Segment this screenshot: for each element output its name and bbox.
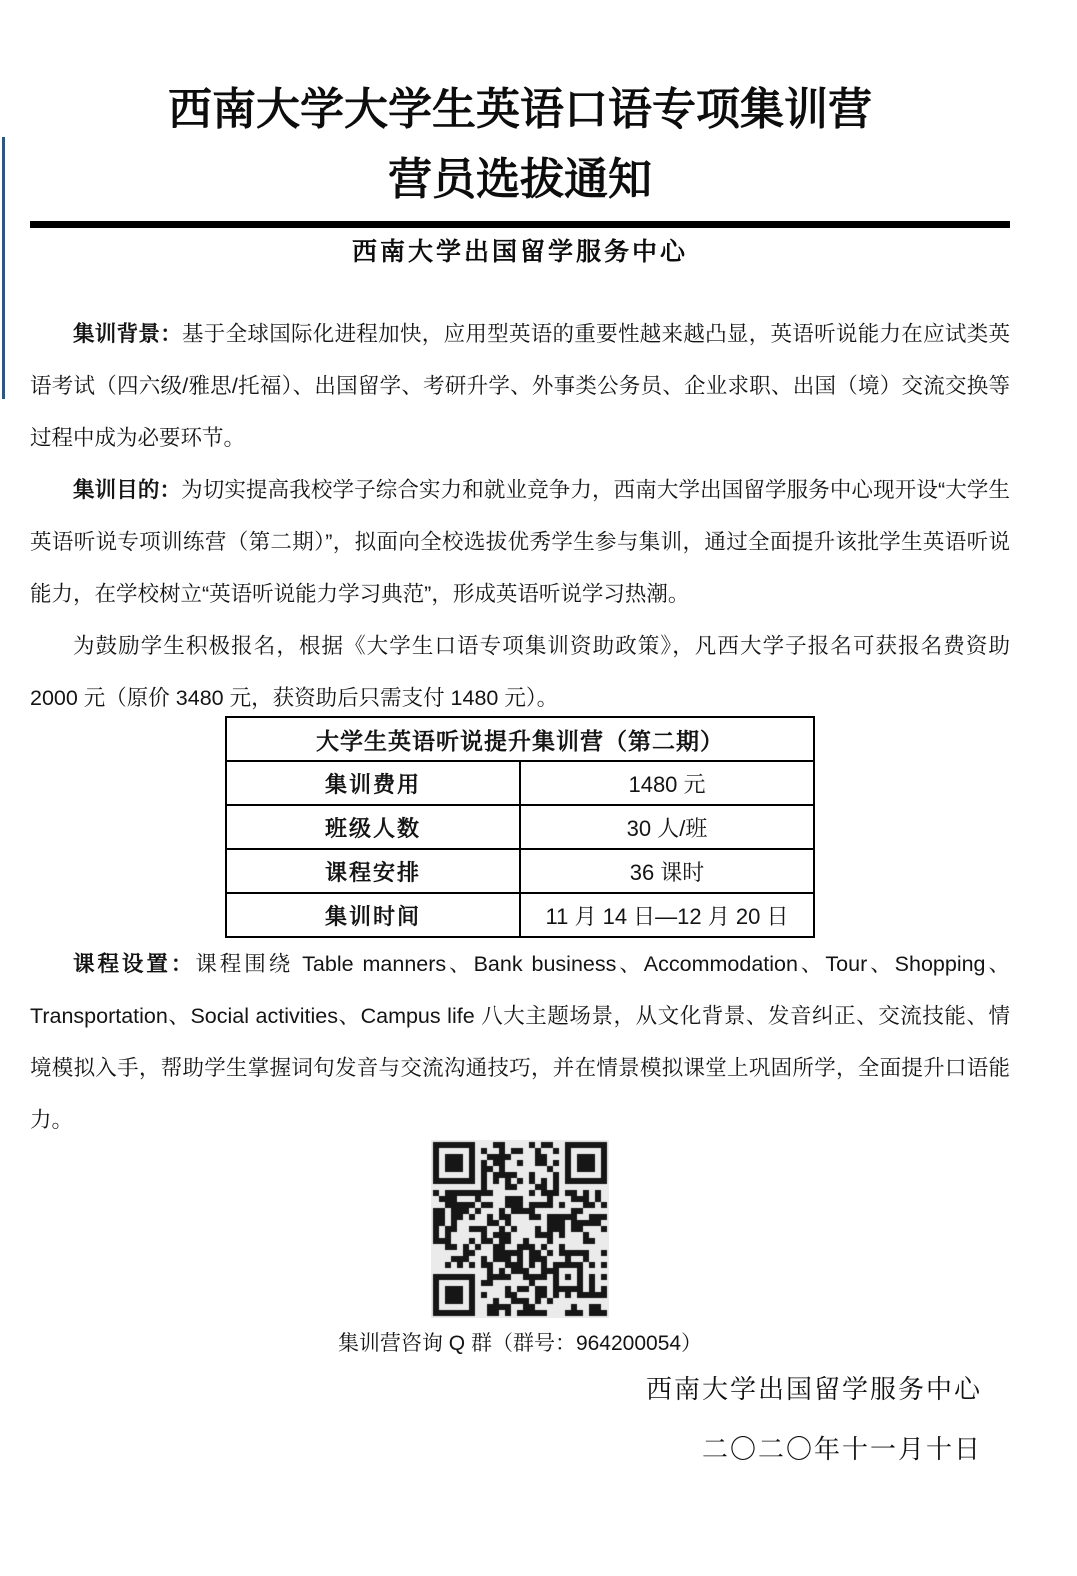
table-row (226, 805, 814, 849)
table-row (226, 761, 814, 805)
table-row (226, 849, 814, 893)
qr-caption: 集训营咨询 Q 群（群号：964200054） (337, 1332, 703, 1355)
table-row-value: 36 课时 (520, 849, 814, 893)
document-content (30, 0, 1010, 1465)
table-title: 大学生英语听说提升集训营（第二期） (226, 717, 814, 761)
paragraph-courses (30, 938, 1010, 1146)
paragraph-subsidy (30, 620, 1010, 724)
table-row-value: 1480 元 (520, 761, 814, 805)
paragraph-label: 集训背景： (73, 322, 182, 346)
signature-organization: 西南大学出国留学服务中心 (645, 1374, 982, 1404)
body-text (30, 308, 1010, 724)
camp-info-table (225, 716, 815, 938)
title-line-2: 营员选拔通知 (388, 155, 652, 204)
table-row-value: 11 月 14 日—12 月 20 日 (520, 893, 814, 937)
camp-table-body (226, 761, 814, 937)
qq-group-qr-code (431, 1140, 609, 1318)
title-line-1: 西南大学大学生英语口语专项集训营 (168, 85, 872, 134)
paragraph-text: 课程围绕 Table manners、Bank business、Accommodation、Tour、Shopping、Transportation、Social activities、Campus life 八大主题场景，从文化背景、发音纠正、交流技能、情境模拟入手，帮助学生掌握词句发音与交流沟通技巧，并在情景模拟课堂上巩固所学，全面提升口语能力。 (30, 952, 1010, 1132)
document-title (30, 75, 1010, 215)
table-row-label: 班级人数 (226, 805, 520, 849)
paragraph-text: 为切实提高我校学子综合实力和就业竞争力，西南大学出国留学服务中心现开设“大学生英语听说专项训练营（第二期）”，拟面向全校选拔优秀学生参与集训，通过全面提升该批学生英语听说能力，在学校树立“英语听说能力学习典范”，形成英语听说学习热潮。 (30, 478, 1010, 606)
qr-section (30, 1140, 1010, 1359)
paragraph-text: 为鼓励学生积极报名，根据《大学生口语专项集训资助政策》，凡西大学子报名可获报名费资助 2000 元（原价 3480 元，获资助后只需支付 1480 元）。 (30, 634, 1010, 710)
table-row (226, 893, 814, 937)
paragraph-label: 课程设置： (73, 952, 196, 976)
paragraph-label: 集训目的： (73, 478, 182, 502)
scan-edge-artifact-line (2, 137, 5, 399)
body-text-courses (30, 938, 1010, 1146)
table-row-label: 课程安排 (226, 849, 520, 893)
signature-date: 二〇二〇年十一月十日 (701, 1434, 982, 1464)
paragraph-text: 基于全球国际化进程加快，应用型英语的重要性越来越凸显，英语听说能力在应试类英语考试（四六级/雅思/托福）、出国留学、考研升学、外事类公务员、企业求职、出国（境）交流交换等过程中成为必要环节。 (30, 322, 1010, 450)
title-divider-rule (30, 221, 1010, 228)
table-row-label: 集训费用 (226, 761, 520, 805)
paragraph-background (30, 308, 1010, 464)
table-row-value: 30 人/班 (520, 805, 814, 849)
table-row-label: 集训时间 (226, 893, 520, 937)
paragraph-purpose (30, 464, 1010, 620)
signature-block (30, 1373, 1010, 1465)
issuing-org-subtitle: 西南大学出国留学服务中心 (351, 238, 688, 266)
